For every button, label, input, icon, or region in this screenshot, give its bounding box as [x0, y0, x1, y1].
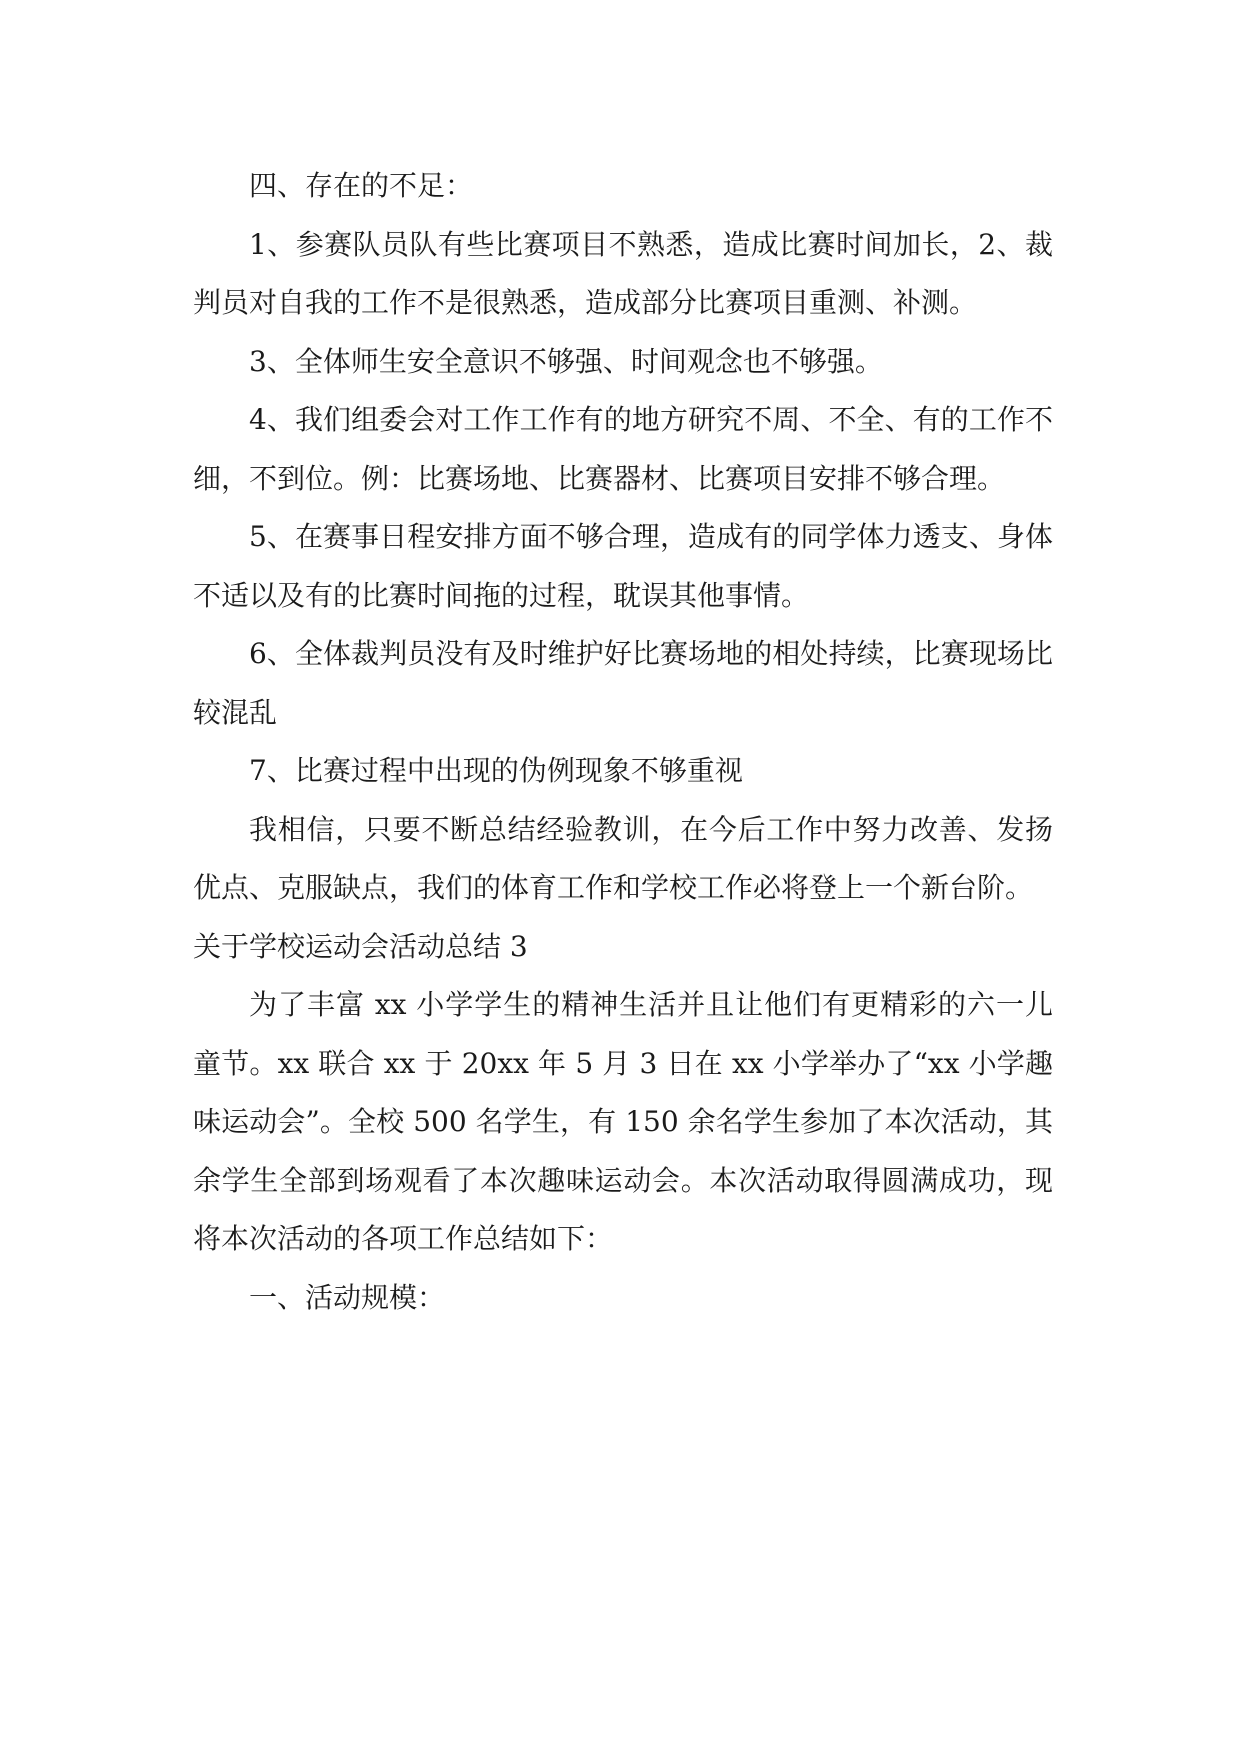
section-heading-activity-scale: 一、活动规模：	[249, 1280, 446, 1314]
paragraph-item-3: 3、全体师生安全意识不够强、时间观念也不够强。	[249, 344, 883, 378]
section-heading-shortcomings: 四、存在的不足：	[249, 169, 474, 202]
paragraph-item-1-2: 1、参赛队员队有些比赛项目不熟悉，造成比赛时间加长，2、裁判员对自我的工作不是很熟悉，造成部分比赛项目重测、补测。	[193, 227, 1053, 319]
paragraph-item-4: 4、我们组委会对工作工作有的地方研究不周、不全、有的工作不细，不到位。例：比赛场地、比赛器材、比赛项目安排不够合理。	[193, 403, 1053, 495]
paragraph-conclusion: 我相信，只要不断总结经验教训，在今后工作中努力改善、发扬优点、克服缺点，我们的体育工作和学校工作必将登上一个新台阶。	[193, 812, 1053, 904]
paragraph-item-7: 7、比赛过程中出现的伪例现象不够重视	[249, 754, 743, 787]
paragraph-item-6: 6、全体裁判员没有及时维护好比赛场地的相处持续，比赛现场比较混乱	[193, 637, 1053, 729]
article-title: 关于学校运动会活动总结 3	[193, 929, 528, 963]
paragraph-item-5: 5、在赛事日程安排方面不够合理，造成有的同学体力透支、身体不适以及有的比赛时间拖的过程，耽误其他事情。	[193, 520, 1053, 612]
document-body	[193, 157, 1053, 1327]
paragraph-intro: 为了丰富 xx 小学学生的精神生活并且让他们有更精彩的六一儿童节。xx 联合 xx 于 20xx 年 5 月 3 日在 xx 小学举办了“xx 小学趣味运动会”。全校 500 名学生，有 150 余名学生参加了本次活动，其余学生全部到场观看了本次趣味运动会。本次活动取得圆满成功，现将本次活动的各项工作总结如下：	[193, 988, 1053, 1255]
